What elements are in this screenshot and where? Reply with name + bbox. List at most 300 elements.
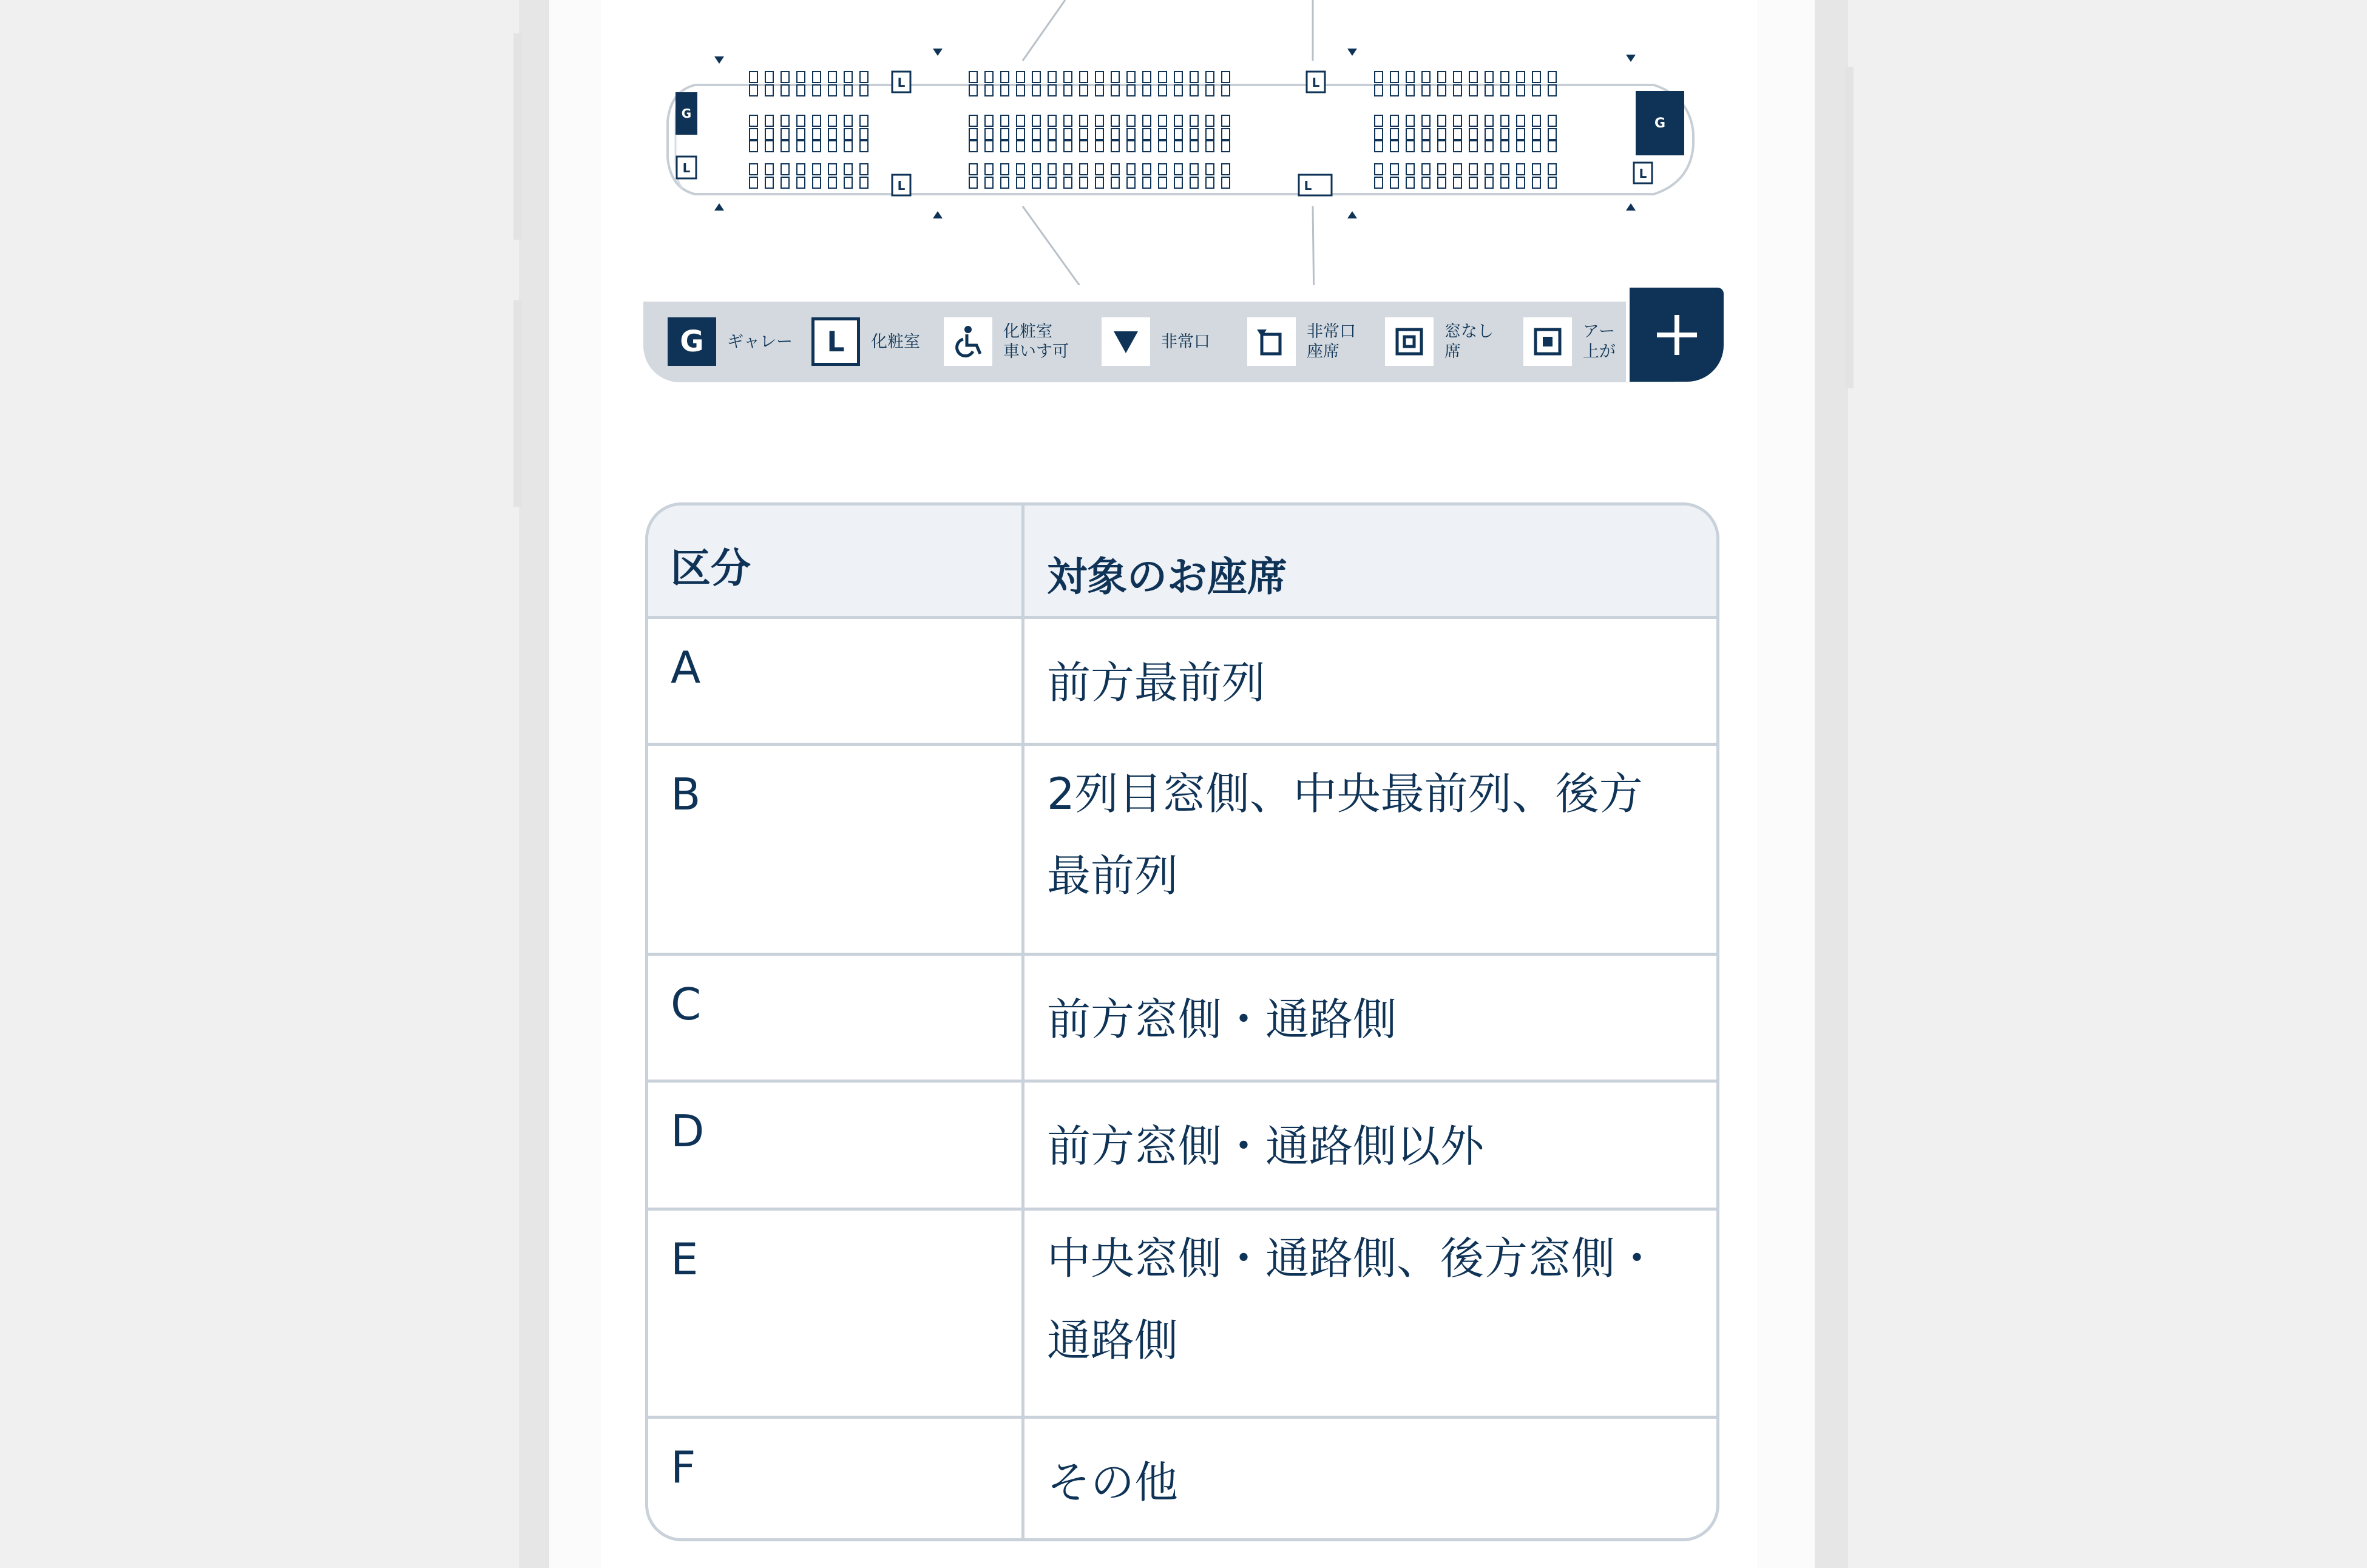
seat[interactable] xyxy=(985,129,993,140)
seat[interactable] xyxy=(1190,177,1198,188)
seat[interactable] xyxy=(1469,85,1477,96)
seat[interactable] xyxy=(750,164,757,175)
seat[interactable] xyxy=(1206,141,1214,152)
seat[interactable] xyxy=(1390,72,1398,83)
seat[interactable] xyxy=(1532,72,1540,83)
seat[interactable] xyxy=(1454,85,1461,96)
seat[interactable] xyxy=(813,85,821,96)
seat[interactable] xyxy=(797,177,805,188)
seat[interactable] xyxy=(750,85,757,96)
seat[interactable] xyxy=(1532,141,1540,152)
exit-triangle-icon xyxy=(933,211,943,218)
seat[interactable] xyxy=(1390,85,1398,96)
seat[interactable] xyxy=(969,141,977,152)
seat[interactable] xyxy=(1048,141,1056,152)
seat[interactable] xyxy=(969,164,977,175)
expand-legend-button[interactable] xyxy=(1630,288,1724,382)
seat[interactable] xyxy=(1406,164,1414,175)
seat[interactable] xyxy=(1375,164,1383,175)
seat[interactable] xyxy=(844,129,852,140)
seat[interactable] xyxy=(1032,129,1040,140)
seat[interactable] xyxy=(1080,177,1088,188)
seat[interactable] xyxy=(1454,72,1461,83)
legend-bar xyxy=(643,302,1675,382)
no-window-icon xyxy=(1385,317,1434,366)
seat[interactable] xyxy=(1080,72,1088,83)
seat[interactable] xyxy=(1406,129,1414,140)
seat[interactable] xyxy=(1501,141,1509,152)
seat[interactable] xyxy=(985,72,993,83)
seat[interactable] xyxy=(1422,72,1430,83)
svg-text:L: L xyxy=(897,178,906,193)
seat[interactable] xyxy=(1095,115,1103,126)
seat[interactable] xyxy=(1406,177,1414,188)
seat[interactable] xyxy=(1548,177,1556,188)
seat[interactable] xyxy=(1422,177,1430,188)
seat[interactable] xyxy=(1127,177,1135,188)
seat[interactable] xyxy=(985,115,993,126)
seat-map[interactable] xyxy=(659,0,1702,285)
row-seats: 前方窓側・通路側 xyxy=(1047,994,1397,1045)
seat[interactable] xyxy=(1064,177,1072,188)
seat[interactable] xyxy=(1517,177,1525,188)
seat[interactable] xyxy=(1375,129,1383,140)
legend-accessible-lavatory: 化粧室 車いす可 xyxy=(944,316,1069,367)
table-header-row xyxy=(648,505,1716,616)
exit-triangle-icon xyxy=(714,203,724,211)
seat[interactable] xyxy=(1222,164,1230,175)
seat[interactable] xyxy=(1032,164,1040,175)
phone-side-button xyxy=(513,300,522,507)
seat[interactable] xyxy=(1080,115,1088,126)
seat[interactable] xyxy=(1222,141,1230,152)
seat[interactable] xyxy=(813,177,821,188)
seat[interactable] xyxy=(1485,85,1493,96)
seat[interactable] xyxy=(1048,115,1056,126)
seat[interactable] xyxy=(797,164,805,175)
seat[interactable] xyxy=(1454,141,1461,152)
seat[interactable] xyxy=(1438,85,1446,96)
seat[interactable] xyxy=(813,141,821,152)
seat[interactable] xyxy=(1517,129,1525,140)
seat[interactable] xyxy=(1095,141,1103,152)
seat[interactable] xyxy=(860,85,868,96)
seat[interactable] xyxy=(1174,72,1182,83)
seat[interactable] xyxy=(1143,115,1151,126)
row-category: D xyxy=(648,1083,1024,1208)
seat[interactable] xyxy=(1032,141,1040,152)
row-seats: 2列目窓側、中央最前列、後方最前列 xyxy=(1047,768,1643,901)
row-category: C xyxy=(648,956,1024,1080)
seat[interactable] xyxy=(1422,85,1430,96)
seat[interactable] xyxy=(1438,129,1446,140)
seat[interactable] xyxy=(1080,141,1088,152)
seat[interactable] xyxy=(1048,177,1056,188)
seat[interactable] xyxy=(828,164,836,175)
seat[interactable] xyxy=(1174,85,1182,96)
exit-triangle-icon xyxy=(933,49,943,56)
seat[interactable] xyxy=(844,164,852,175)
seat[interactable] xyxy=(1159,141,1167,152)
seat[interactable] xyxy=(1548,129,1556,140)
seat[interactable] xyxy=(1469,177,1477,188)
seat[interactable] xyxy=(1390,164,1398,175)
seat[interactable] xyxy=(860,164,868,175)
seat[interactable] xyxy=(1422,164,1430,175)
seat[interactable] xyxy=(1127,129,1135,140)
seat[interactable] xyxy=(1501,115,1509,126)
seat[interactable] xyxy=(1048,85,1056,96)
seat[interactable] xyxy=(1517,85,1525,96)
seat[interactable] xyxy=(1422,115,1430,126)
seat[interactable] xyxy=(750,141,757,152)
seat[interactable] xyxy=(1438,164,1446,175)
seat[interactable] xyxy=(985,85,993,96)
seat[interactable] xyxy=(1548,85,1556,96)
lavatory-icon: L xyxy=(811,317,860,366)
seat[interactable] xyxy=(1454,177,1461,188)
seat[interactable] xyxy=(1190,164,1198,175)
seat[interactable] xyxy=(1048,164,1056,175)
seat[interactable] xyxy=(813,164,821,175)
seat[interactable] xyxy=(1001,85,1009,96)
seat[interactable] xyxy=(797,115,805,126)
seat[interactable] xyxy=(1390,177,1398,188)
seat[interactable] xyxy=(1111,177,1119,188)
seat[interactable] xyxy=(1206,129,1214,140)
svg-text:G: G xyxy=(1654,116,1666,131)
seat[interactable] xyxy=(1454,115,1461,126)
seat[interactable] xyxy=(781,129,789,140)
seat[interactable] xyxy=(1190,85,1198,96)
svg-text:L: L xyxy=(897,75,906,90)
seat[interactable] xyxy=(1001,129,1009,140)
seat[interactable] xyxy=(1375,72,1383,83)
seat[interactable] xyxy=(1485,129,1493,140)
seat[interactable] xyxy=(781,85,789,96)
seat[interactable] xyxy=(1143,164,1151,175)
seat[interactable] xyxy=(1095,177,1103,188)
seat-map-legend xyxy=(643,302,1724,382)
seat[interactable] xyxy=(1143,141,1151,152)
seat[interactable] xyxy=(828,177,836,188)
seat[interactable] xyxy=(1111,129,1119,140)
seat[interactable] xyxy=(1017,115,1024,126)
seat[interactable] xyxy=(797,129,805,140)
seat[interactable] xyxy=(1501,85,1509,96)
seat[interactable] xyxy=(1064,85,1072,96)
seat[interactable] xyxy=(1017,164,1024,175)
seat[interactable] xyxy=(828,129,836,140)
seat[interactable] xyxy=(1190,129,1198,140)
seat[interactable] xyxy=(1017,177,1024,188)
seat[interactable] xyxy=(1469,141,1477,152)
seat[interactable] xyxy=(1469,129,1477,140)
seat[interactable] xyxy=(1422,141,1430,152)
table-row xyxy=(648,743,1716,953)
seat[interactable] xyxy=(1485,72,1493,83)
seat[interactable] xyxy=(1064,164,1072,175)
table-row xyxy=(648,616,1716,743)
seat[interactable] xyxy=(1080,85,1088,96)
seat[interactable] xyxy=(1517,141,1525,152)
seat[interactable] xyxy=(1532,177,1540,188)
seat[interactable] xyxy=(860,72,868,83)
legend-lavatory: L 化粧室 xyxy=(811,316,920,367)
seat[interactable] xyxy=(1032,115,1040,126)
seat[interactable] xyxy=(1532,115,1540,126)
wheelchair-icon xyxy=(944,317,992,366)
seat[interactable] xyxy=(969,85,977,96)
seat[interactable] xyxy=(1548,141,1556,152)
seat[interactable] xyxy=(1159,164,1167,175)
seat[interactable] xyxy=(1159,85,1167,96)
seat[interactable] xyxy=(985,164,993,175)
seat[interactable] xyxy=(1438,115,1446,126)
seat[interactable] xyxy=(765,164,773,175)
seat[interactable] xyxy=(1406,72,1414,83)
seat[interactable] xyxy=(1469,164,1477,175)
table-row xyxy=(648,1080,1716,1208)
seat[interactable] xyxy=(1532,85,1540,96)
seat[interactable] xyxy=(1032,177,1040,188)
seat[interactable] xyxy=(813,72,821,83)
seat[interactable] xyxy=(1001,115,1009,126)
seat[interactable] xyxy=(828,72,836,83)
seat[interactable] xyxy=(1064,115,1072,126)
seat[interactable] xyxy=(1375,141,1383,152)
seat[interactable] xyxy=(1501,72,1509,83)
seat[interactable] xyxy=(1469,115,1477,126)
seat[interactable] xyxy=(1501,164,1509,175)
seat[interactable] xyxy=(844,72,852,83)
seat[interactable] xyxy=(1422,129,1430,140)
seat[interactable] xyxy=(1174,141,1182,152)
seat[interactable] xyxy=(969,177,977,188)
seat[interactable] xyxy=(1485,164,1493,175)
seat[interactable] xyxy=(1501,177,1509,188)
seat[interactable] xyxy=(1174,164,1182,175)
seat[interactable] xyxy=(750,177,757,188)
seat[interactable] xyxy=(860,141,868,152)
seat[interactable] xyxy=(1080,129,1088,140)
seat[interactable] xyxy=(828,85,836,96)
seat[interactable] xyxy=(765,72,773,83)
legend-armrest: アー 上が xyxy=(1523,316,1616,367)
seat[interactable] xyxy=(1375,85,1383,96)
seat[interactable] xyxy=(1532,164,1540,175)
exit-triangle-icon xyxy=(1626,203,1636,211)
seat[interactable] xyxy=(1032,72,1040,83)
table-row xyxy=(648,1416,1716,1541)
header-target-seats: 対象のお座席 xyxy=(1047,553,1287,600)
seat[interactable] xyxy=(1206,164,1214,175)
seat[interactable] xyxy=(781,164,789,175)
seat[interactable] xyxy=(1174,177,1182,188)
seat[interactable] xyxy=(765,129,773,140)
seat[interactable] xyxy=(797,85,805,96)
seat[interactable] xyxy=(1143,85,1151,96)
seat[interactable] xyxy=(828,141,836,152)
table-row xyxy=(648,953,1716,1080)
seat[interactable] xyxy=(828,115,836,126)
seat[interactable] xyxy=(1485,177,1493,188)
seat[interactable] xyxy=(1111,164,1119,175)
seat[interactable] xyxy=(1548,115,1556,126)
seat[interactable] xyxy=(1375,177,1383,188)
seat[interactable] xyxy=(1517,72,1525,83)
row-seats: 前方最前列 xyxy=(1047,657,1266,708)
seat[interactable] xyxy=(1159,177,1167,188)
seat[interactable] xyxy=(1206,85,1214,96)
seat[interactable] xyxy=(969,115,977,126)
seat[interactable] xyxy=(844,85,852,96)
seat[interactable] xyxy=(1048,129,1056,140)
seat[interactable] xyxy=(1438,72,1446,83)
seat[interactable] xyxy=(1017,85,1024,96)
seat[interactable] xyxy=(1159,115,1167,126)
seat[interactable] xyxy=(844,141,852,152)
seat[interactable] xyxy=(1064,129,1072,140)
seat[interactable] xyxy=(1517,164,1525,175)
galley-icon: G xyxy=(668,317,716,366)
seat[interactable] xyxy=(750,115,757,126)
seat[interactable] xyxy=(985,177,993,188)
phone-power-button xyxy=(1845,67,1854,388)
seat[interactable] xyxy=(1017,129,1024,140)
seat[interactable] xyxy=(750,72,757,83)
seat[interactable] xyxy=(1017,72,1024,83)
seat[interactable] xyxy=(844,115,852,126)
seat[interactable] xyxy=(1143,72,1151,83)
seat[interactable] xyxy=(765,177,773,188)
seat[interactable] xyxy=(1222,85,1230,96)
seat[interactable] xyxy=(1222,129,1230,140)
seat[interactable] xyxy=(1143,129,1151,140)
seat[interactable] xyxy=(781,72,789,83)
seat[interactable] xyxy=(1095,164,1103,175)
seat[interactable] xyxy=(1127,85,1135,96)
seat[interactable] xyxy=(1390,115,1398,126)
seat[interactable] xyxy=(1001,72,1009,83)
seat[interactable] xyxy=(781,115,789,126)
seat[interactable] xyxy=(797,72,805,83)
seat[interactable] xyxy=(1095,129,1103,140)
seat[interactable] xyxy=(1206,115,1214,126)
seat[interactable] xyxy=(969,129,977,140)
seat[interactable] xyxy=(860,115,868,126)
row-seats: 前方窓側・通路側以外 xyxy=(1047,1121,1485,1172)
seat[interactable] xyxy=(1080,164,1088,175)
seat[interactable] xyxy=(765,141,773,152)
seat[interactable] xyxy=(750,129,757,140)
seat[interactable] xyxy=(1438,177,1446,188)
seat[interactable] xyxy=(781,177,789,188)
seat[interactable] xyxy=(1111,141,1119,152)
seat[interactable] xyxy=(860,129,868,140)
row-category: B xyxy=(648,746,1024,953)
seat[interactable] xyxy=(1111,115,1119,126)
seat[interactable] xyxy=(1190,115,1198,126)
seat[interactable] xyxy=(844,177,852,188)
seat[interactable] xyxy=(1206,177,1214,188)
seat[interactable] xyxy=(1375,115,1383,126)
seat[interactable] xyxy=(1190,141,1198,152)
seat[interactable] xyxy=(765,115,773,126)
seat[interactable] xyxy=(1127,72,1135,83)
seat[interactable] xyxy=(1469,72,1477,83)
legend-exit-seat: 非常口 座席 xyxy=(1247,316,1356,367)
armrest-icon xyxy=(1523,317,1572,366)
svg-text:L: L xyxy=(682,161,691,175)
seat[interactable] xyxy=(1127,164,1135,175)
seat[interactable] xyxy=(1206,72,1214,83)
seat[interactable] xyxy=(1222,72,1230,83)
seat[interactable] xyxy=(1111,85,1119,96)
seat[interactable] xyxy=(1454,164,1461,175)
legend-galley: G ギャレー xyxy=(668,316,793,367)
seat[interactable] xyxy=(1485,141,1493,152)
seat[interactable] xyxy=(1501,129,1509,140)
seat[interactable] xyxy=(1159,72,1167,83)
seat[interactable] xyxy=(1001,177,1009,188)
seat[interactable] xyxy=(1438,141,1446,152)
seat[interactable] xyxy=(1064,72,1072,83)
seat[interactable] xyxy=(969,72,977,83)
seat[interactable] xyxy=(1222,177,1230,188)
seat[interactable] xyxy=(985,141,993,152)
seat[interactable] xyxy=(1143,177,1151,188)
seat[interactable] xyxy=(781,141,789,152)
seat[interactable] xyxy=(1048,72,1056,83)
seat[interactable] xyxy=(1390,141,1398,152)
seat[interactable] xyxy=(1095,85,1103,96)
seat[interactable] xyxy=(1159,129,1167,140)
seat[interactable] xyxy=(1127,141,1135,152)
seat[interactable] xyxy=(1190,72,1198,83)
row-seats: 中央窓側・通路側、後方窓側・通路側 xyxy=(1047,1233,1659,1366)
seat[interactable] xyxy=(1517,115,1525,126)
seat[interactable] xyxy=(1064,141,1072,152)
seat[interactable] xyxy=(1127,115,1135,126)
seat[interactable] xyxy=(1222,115,1230,126)
seat[interactable] xyxy=(813,129,821,140)
seat[interactable] xyxy=(1001,164,1009,175)
seat[interactable] xyxy=(1548,72,1556,83)
seat[interactable] xyxy=(813,115,821,126)
exit-seat-icon xyxy=(1247,317,1296,366)
seat[interactable] xyxy=(1174,115,1182,126)
seat[interactable] xyxy=(1095,72,1103,83)
seat[interactable] xyxy=(1532,129,1540,140)
seat[interactable] xyxy=(860,177,868,188)
seat[interactable] xyxy=(1548,164,1556,175)
seat[interactable] xyxy=(1390,129,1398,140)
seat[interactable] xyxy=(1001,141,1009,152)
seat[interactable] xyxy=(1017,141,1024,152)
seat[interactable] xyxy=(765,85,773,96)
seat[interactable] xyxy=(797,141,805,152)
seat[interactable] xyxy=(1174,129,1182,140)
seat[interactable] xyxy=(1111,72,1119,83)
seat[interactable] xyxy=(1485,115,1493,126)
seat[interactable] xyxy=(1406,115,1414,126)
seat[interactable] xyxy=(1454,129,1461,140)
plus-icon xyxy=(1654,313,1699,357)
seat[interactable] xyxy=(1406,141,1414,152)
seat[interactable] xyxy=(1406,85,1414,96)
seat[interactable] xyxy=(1032,85,1040,96)
